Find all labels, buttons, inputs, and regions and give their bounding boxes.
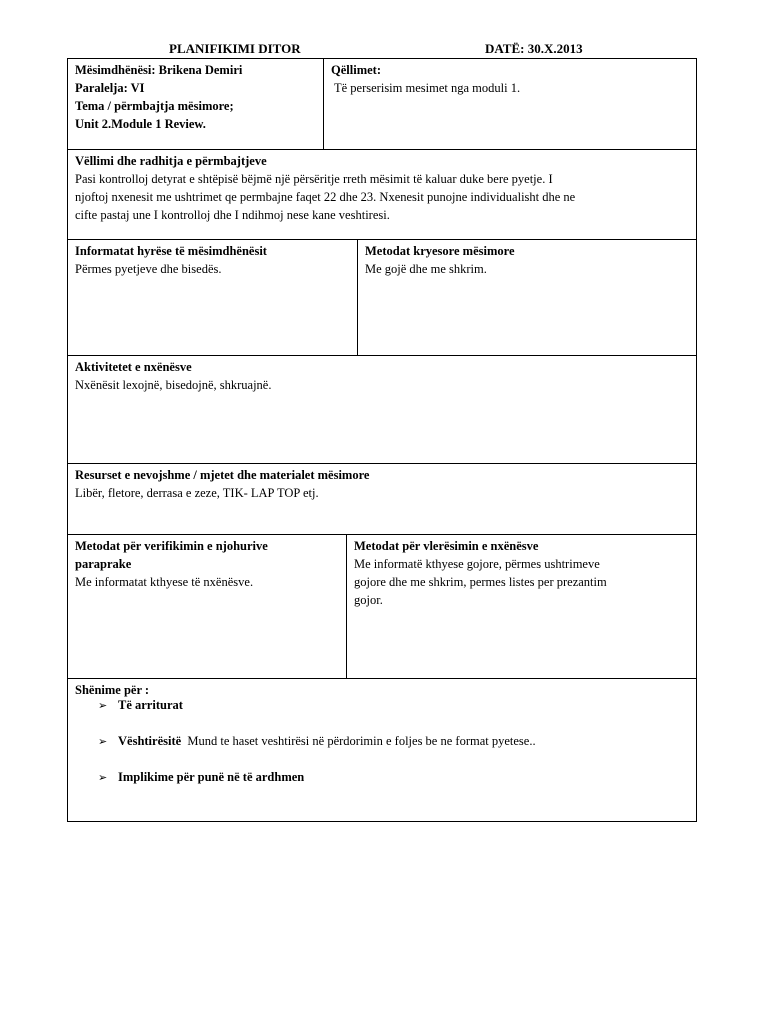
- topic-label: Tema / përmbajtja mësimore;: [75, 99, 234, 113]
- evaluation-line-2: gojore dhe me shkrim, permes listes per prezantim: [354, 575, 607, 589]
- goals-label: Qëllimet:: [331, 63, 381, 77]
- lesson-plan-form: [67, 58, 697, 822]
- resources-cell: [68, 464, 696, 534]
- resources-section: [68, 464, 696, 535]
- scope-label: Vëllimi dhe radhitja e përmbajtjeve: [75, 154, 267, 168]
- page-date: DATË: 30.X.2013: [485, 41, 583, 56]
- topic-value: Unit 2.Module 1 Review.: [75, 117, 206, 131]
- teacher-name: Mësimdhënësi: Brikena Demiri: [75, 63, 243, 77]
- achieved-label: Të arriturat: [118, 698, 183, 712]
- verification-label-1: Metodat për verifikimin e njohurive: [75, 539, 268, 553]
- scope-line-3: cifte pastaj une I kontrolloj dhe I ndihmoj nese kane veshtiresi.: [75, 208, 390, 222]
- difficulties-label: Vështirësitë: [118, 734, 182, 748]
- activities-section: [68, 356, 696, 464]
- evaluation-line-3: gojor.: [354, 593, 383, 607]
- page-header: [0, 41, 768, 59]
- main-methods-label: Metodat kryesore mësimore: [365, 244, 515, 258]
- main-methods-text: Me gojë dhe me shkrim.: [365, 262, 487, 276]
- difficulties-text: Mund te haset veshtirësi në përdorimin e foljes be ne format pyetese..: [187, 734, 536, 748]
- scope-section: [68, 150, 696, 240]
- page-title: PLANIFIKIMI DITOR: [169, 41, 301, 56]
- activities-text: Nxënësit lexojnë, bisedojnë, shkruajnë.: [75, 378, 272, 392]
- scope-line-2: njoftoj nxenesit me ushtrimet qe permbajne faqet 22 dhe 23. Nxenesit punojne individualisht dhe ne: [75, 190, 576, 204]
- evaluation-cell: [347, 535, 696, 678]
- verification-label-2: paraprake: [75, 557, 132, 571]
- arrow-bullet-icon: ➢: [98, 735, 108, 748]
- notes-item-difficulties: [98, 732, 536, 751]
- input-methods-section: [68, 240, 696, 356]
- notes-item-achieved: [98, 696, 183, 715]
- verification-text: Me informatat kthyese të nxënësve.: [75, 575, 254, 589]
- verification-evaluation-section: [68, 535, 696, 679]
- activities-cell: [68, 356, 696, 463]
- activities-label: Aktivitetet e nxënësve: [75, 360, 192, 374]
- goals-text: Të perserisim mesimet nga moduli 1.: [334, 81, 521, 95]
- arrow-bullet-icon: ➢: [98, 699, 108, 712]
- scope-line-1: Pasi kontrolloj detyrat e shtëpisë bëjmë një përsëritje rreth mësimit të kaluar duke bere pyetje. I: [75, 172, 553, 186]
- class-name: Paralelja: VI: [75, 81, 145, 95]
- notes-section: [68, 679, 696, 821]
- input-info-label: Informatat hyrëse të mësimdhënësit: [75, 244, 267, 258]
- info-goals-section: [68, 59, 696, 150]
- notes-item-implications: [98, 768, 304, 787]
- teacher-info-cell: [68, 59, 323, 149]
- verification-cell: [68, 535, 346, 678]
- resources-text: Libër, fletore, derrasa e zeze, TIK- LAP TOP etj.: [75, 486, 319, 500]
- arrow-bullet-icon: ➢: [98, 771, 108, 784]
- notes-label: Shënime për :: [75, 683, 150, 697]
- resources-label: Resurset e nevojshme / mjetet dhe materialet mësimore: [75, 468, 370, 482]
- main-methods-cell: [358, 240, 696, 355]
- evaluation-label: Metodat për vlerësimin e nxënësve: [354, 539, 539, 553]
- implications-label: Implikime për punë në të ardhmen: [118, 770, 305, 784]
- scope-cell: [68, 150, 696, 239]
- evaluation-line-1: Me informatë kthyese gojore, përmes ushtrimeve: [354, 557, 600, 571]
- goals-cell: [324, 59, 696, 149]
- input-info-cell: [68, 240, 357, 355]
- input-info-text: Përmes pyetjeve dhe bisedës.: [75, 262, 222, 276]
